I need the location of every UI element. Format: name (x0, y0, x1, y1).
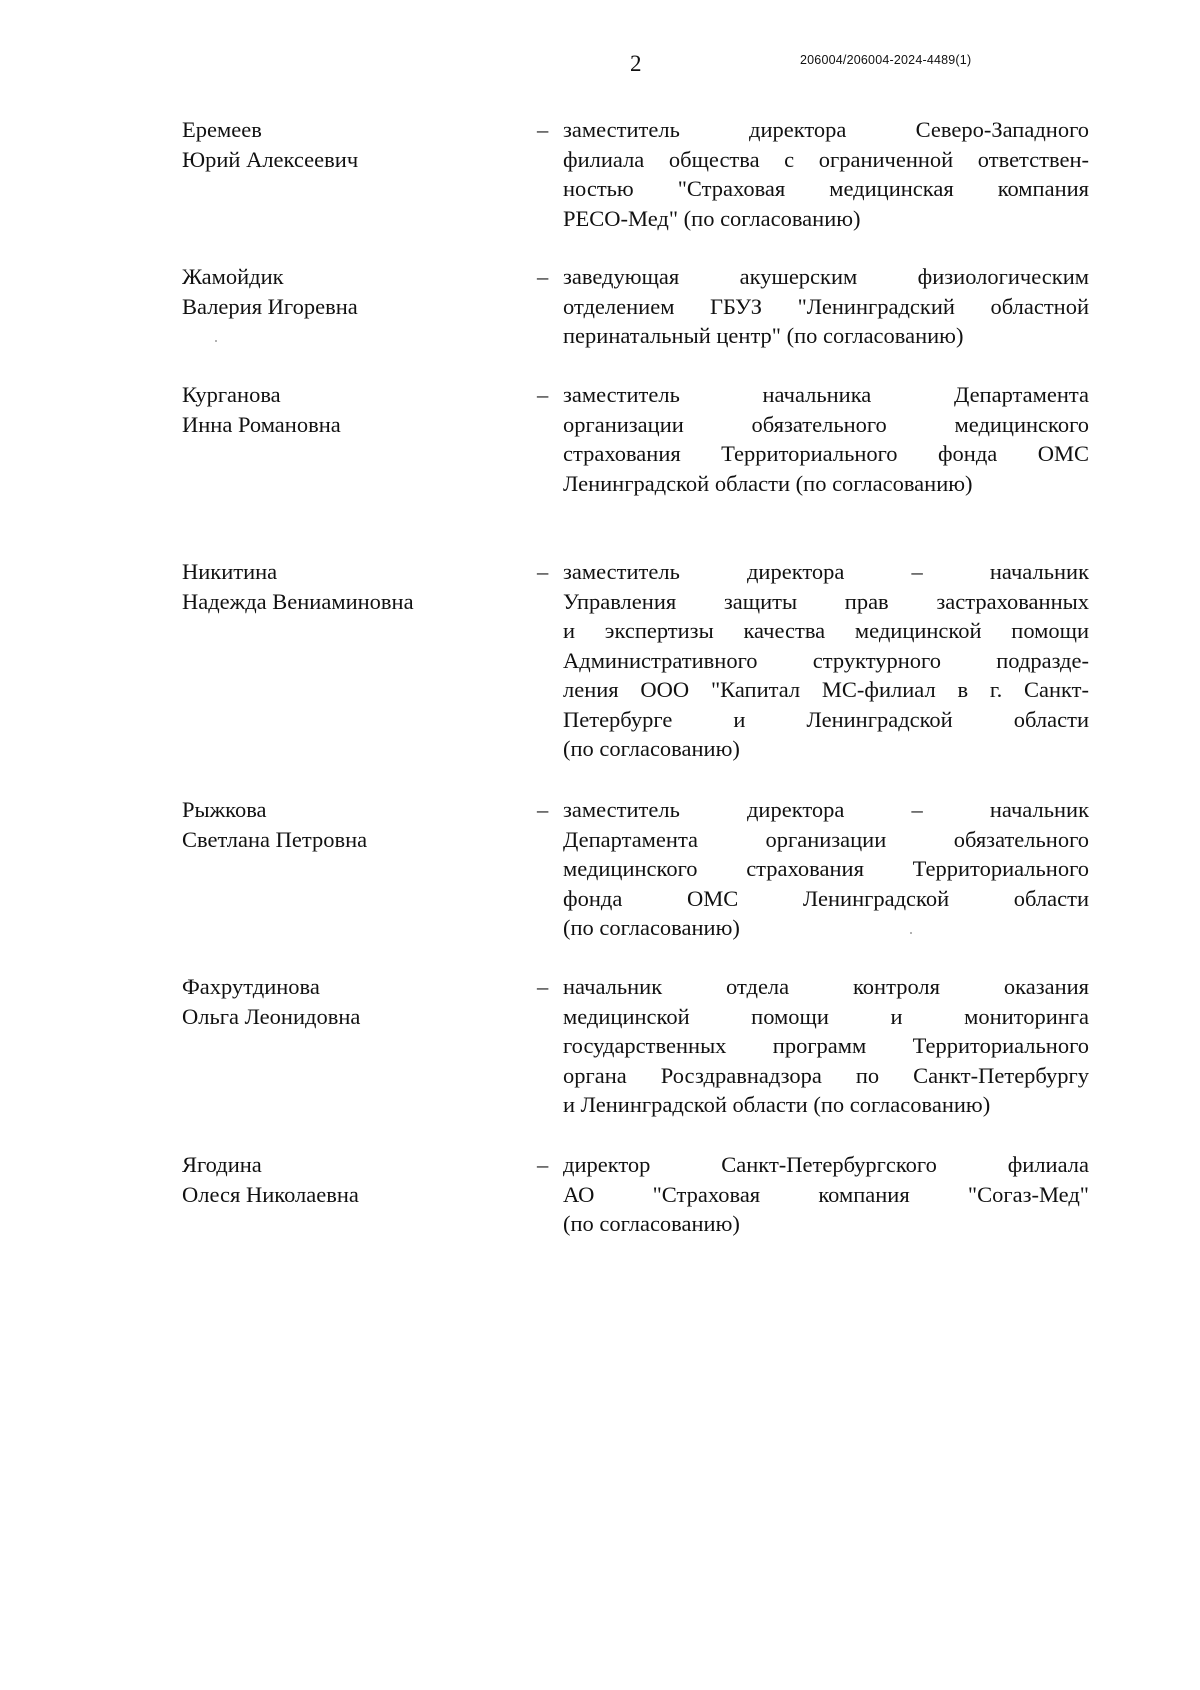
member-given-names: Олеся Николаевна (182, 1181, 359, 1207)
position-line: Управления защиты прав застрахованных (563, 588, 1089, 614)
position-line: организации обязательного медицинского (563, 411, 1089, 437)
position-line: фонда ОМС Ленинградской области (563, 885, 1089, 911)
member-surname: Никитина (182, 559, 278, 584)
position-line: директор Санкт-Петербургского филиала (563, 1152, 1089, 1177)
position-line: Ленинградской области (по согласованию) (563, 470, 973, 496)
member-surname: Еремеев (182, 117, 262, 142)
member-surname: Фахрутдинова (182, 974, 320, 999)
separator-dash: – (537, 382, 549, 407)
member-name (182, 262, 512, 321)
member-given-names: Светлана Петровна (182, 826, 368, 852)
member-name (182, 1150, 512, 1209)
member-position (563, 115, 1089, 233)
scan-speck (215, 340, 217, 342)
position-line: заместитель начальника Департамента (563, 382, 1089, 407)
member-position (563, 380, 1089, 498)
member-name (182, 795, 512, 854)
position-line: АО "Страховая компания "Согаз-Мед" (563, 1181, 1089, 1207)
member-name (182, 380, 512, 439)
member-surname: Рыжкова (182, 797, 267, 822)
position-line: ностью "Страховая медицинская компания (563, 176, 1089, 201)
separator-dash: – (537, 559, 549, 584)
position-line: государственных программ Территориального (563, 1033, 1089, 1058)
position-line: филиала общества с ограниченной ответствен- (563, 146, 1089, 172)
position-line: перинатальный центр" (по согласованию) (563, 323, 964, 348)
position-line: Петербурге и Ленинградской области (563, 706, 1089, 732)
member-position (563, 795, 1089, 943)
position-line: медицинской помощи и мониторинга (563, 1003, 1089, 1029)
member-position (563, 557, 1089, 764)
position-line: страхования Территориального фонда ОМС (563, 441, 1089, 466)
position-line: (по согласованию) (563, 736, 740, 761)
position-line: и Ленинградской области (по согласованию) (563, 1092, 991, 1117)
position-line: и экспертизы качества медицинской помощи (563, 618, 1089, 643)
position-line: (по согласованию) (563, 915, 740, 940)
member-given-names: Инна Романовна (182, 411, 341, 437)
member-given-names: Валерия Игоревна (182, 293, 358, 319)
position-line: ления ООО "Капитал МС-филиал в г. Санкт- (563, 677, 1089, 702)
position-line: РЕСО-Мед" (по согласованию) (563, 205, 861, 231)
position-line: медицинского страхования Территориального (563, 856, 1089, 881)
separator-dash: – (537, 1152, 549, 1177)
member-given-names: Юрий Алексеевич (182, 146, 359, 172)
member-position (563, 972, 1089, 1120)
member-surname: Жамойдик (182, 264, 284, 289)
member-name (182, 557, 512, 616)
member-name (182, 115, 512, 174)
separator-dash: – (537, 264, 549, 289)
member-surname: Ягодина (182, 1152, 262, 1177)
position-line: начальник отдела контроля оказания (563, 974, 1089, 999)
position-line: заведующая акушерским физиологическим (563, 264, 1089, 289)
position-line: Департамента организации обязательного (563, 826, 1089, 852)
separator-dash: – (537, 117, 549, 142)
document-id: 206004/206004-2024-4489(1) (800, 53, 972, 67)
position-line: органа Росздравнадзора по Санкт-Петербургу (563, 1062, 1089, 1088)
position-line: (по согласованию) (563, 1211, 740, 1236)
page-number: 2 (630, 51, 642, 76)
member-position (563, 262, 1089, 351)
member-given-names: Ольга Леонидовна (182, 1003, 361, 1029)
position-line: отделением ГБУЗ "Ленинградский областной (563, 293, 1089, 319)
member-name (182, 972, 512, 1031)
member-surname: Курганова (182, 382, 281, 407)
position-line: заместитель директора – начальник (563, 559, 1089, 584)
member-position (563, 1150, 1089, 1239)
position-line: Административного структурного подразде- (563, 647, 1089, 673)
position-line: заместитель директора – начальник (563, 797, 1089, 822)
separator-dash: – (537, 797, 549, 822)
member-given-names: Надежда Вениаминовна (182, 588, 414, 614)
position-line: заместитель директора Северо-Западного (563, 117, 1089, 142)
separator-dash: – (537, 974, 549, 999)
